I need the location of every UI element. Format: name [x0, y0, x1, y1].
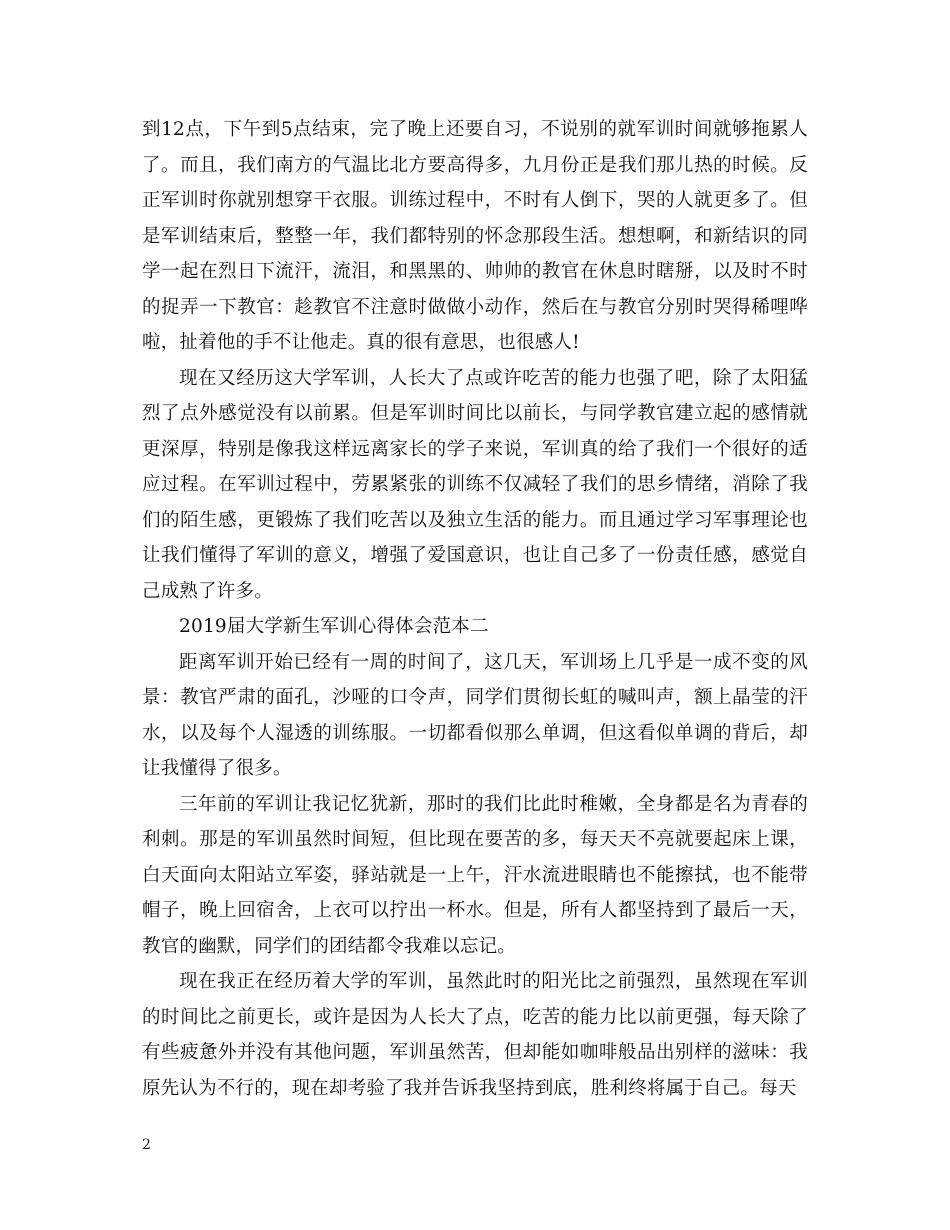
- paragraph-3: 距离军训开始已经有一周的时间了，这几天，军训场上几乎是一成不变的风景：教官严肃的面孔，沙哑的口令声，同学们贯彻长虹的喊叫声，额上晶莹的汗水，以及每个人湿透的训练服。一切都看似那么单调，但这看似单调的背后，却让我懂得了很多。: [142, 651, 808, 779]
- page-number: 2: [142, 1137, 151, 1153]
- paragraph-5: 现在我正在经历着大学的军训，虽然此时的阳光比之前强烈，虽然现在军训的时间比之前更长，或许是因为人长大了点，吃苦的能力比以前更强，每天除了有些疲惫外并没有其他问题，军训虽然苦，但却能如咖啡般品出别样的滋味：我原先认为不行的，现在却考验了我并告诉我坚持到底，胜利终将属于自己。每天: [142, 971, 808, 1099]
- paragraph-2: 现在又经历这大学军训，人长大了点或许吃苦的能力也强了吧，除了太阳猛烈了点外感觉没有以前累。但是军训时间比以前长，与同学教官建立起的感情就更深厚，特别是像我这样远离家长的学子来说，军训真的给了我们一个很好的适应过程。在军训过程中，劳累紧张的训练不仅减轻了我们的思乡情绪，消除了我们的陌生感，更锻炼了我们吃苦以及独立生活的能力。而且通过学习军事理论也让我们懂得了军训的意义，增强了爱国意识，也让自己多了一份责任感，感觉自己成熟了许多。: [142, 367, 808, 602]
- paragraph-4: 三年前的军训让我记忆犹新，那时的我们比此时稚嫩，全身都是名为青春的利刺。那是的军训虽然时间短，但比现在要苦的多，每天天不亮就要起床上课，白天面向太阳站立军姿，驿站就是一上午，汗水流进眼睛也不能擦拭，也不能带帽子，晚上回宿舍，上衣可以拧出一杯水。但是，所有人都坚持到了最后一天，教官的幽默，同学们的团结都令我难以忘记。: [142, 793, 808, 957]
- document-body: [142, 112, 808, 1106]
- paragraph-1: 到12点，下午到5点结束，完了晚上还要自习，不说别的就军训时间就够拖累人了。而且，我们南方的气温比北方要高得多，九月份正是我们那儿热的时候。反正军训时你就别想穿干衣服。训练过程中，不时有人倒下，哭的人就更多了。但是军训结束后，整整一年，我们都特别的怀念那段生活。想想啊，和新结识的同学一起在烈日下流汗，流泪，和黑黑的、帅帅的教官在休息时瞎掰，以及时不时的捉弄一下教官：趁教官不注意时做做小动作，然后在与教官分别时哭得稀哩哗啦，扯着他的手不让他走。真的很有意思，也很感人!: [142, 119, 808, 353]
- section-heading: 2019届大学新生军训心得体会范本二: [179, 616, 489, 637]
